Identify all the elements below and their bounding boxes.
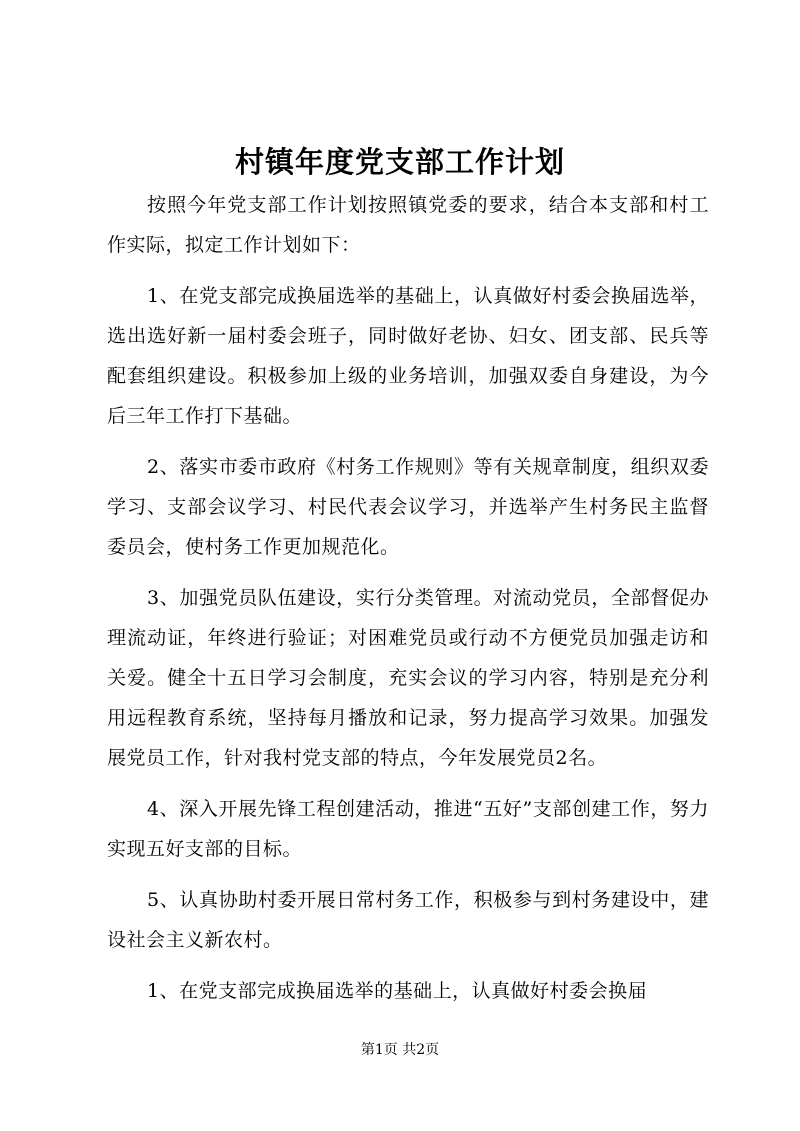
item-paragraph-3: 3、加强党员队伍建设，实行分类管理。对流动党员，全部督促办理流动证，年终进行验证；对困难党员或行动不方便党员加强走访和关爱。健全十五日学习会制度，充实会议的学习内容，特别是充分利用远程教育系统，坚持每月播放和记录，努力提高学习效果。加强发展党员工作，针对我村党支部的特点，今年发展党员2名。 [107,587,709,769]
item-paragraph-1: 1、在党支部完成换届选举的基础上，认真做好村委会换届选举，选出选好新一届村委会班子，同时做好老协、妇女、团支部、民兵等配套组织建设。积极参加上级的业务培训，加强双委自身建设，为今后三年工作打下基础。 [107,285,709,427]
page-number-footer: 第1页 共2页 [360,1042,440,1058]
item-paragraph-5: 5、认真协助村委开展日常村务工作，积极参与到村务建设中，建设社会主义新农村。 [107,889,709,951]
item-paragraph-2: 2、落实市委市政府《村务工作规则》等有关规章制度，组织双委学习、支部会议学习、村民代表会议学习，并选举产生村务民主监督委员会，使村务工作更加规范化。 [107,456,709,558]
document-body [107,185,709,1022]
item-paragraph-1-repeat: 1、在党支部完成换届选举的基础上，认真做好村委会换届 [147,980,648,1002]
intro-paragraph: 按照今年党支部工作计划按照镇党委的要求，结合本支部和村工作实际，拟定工作计划如下： [107,194,709,256]
document-title: 村镇年度党支部工作计划 [234,145,565,179]
item-paragraph-4: 4、深入开展先锋工程创建活动，推进“五好”支部创建工作，努力实现五好支部的目标。 [107,798,709,860]
